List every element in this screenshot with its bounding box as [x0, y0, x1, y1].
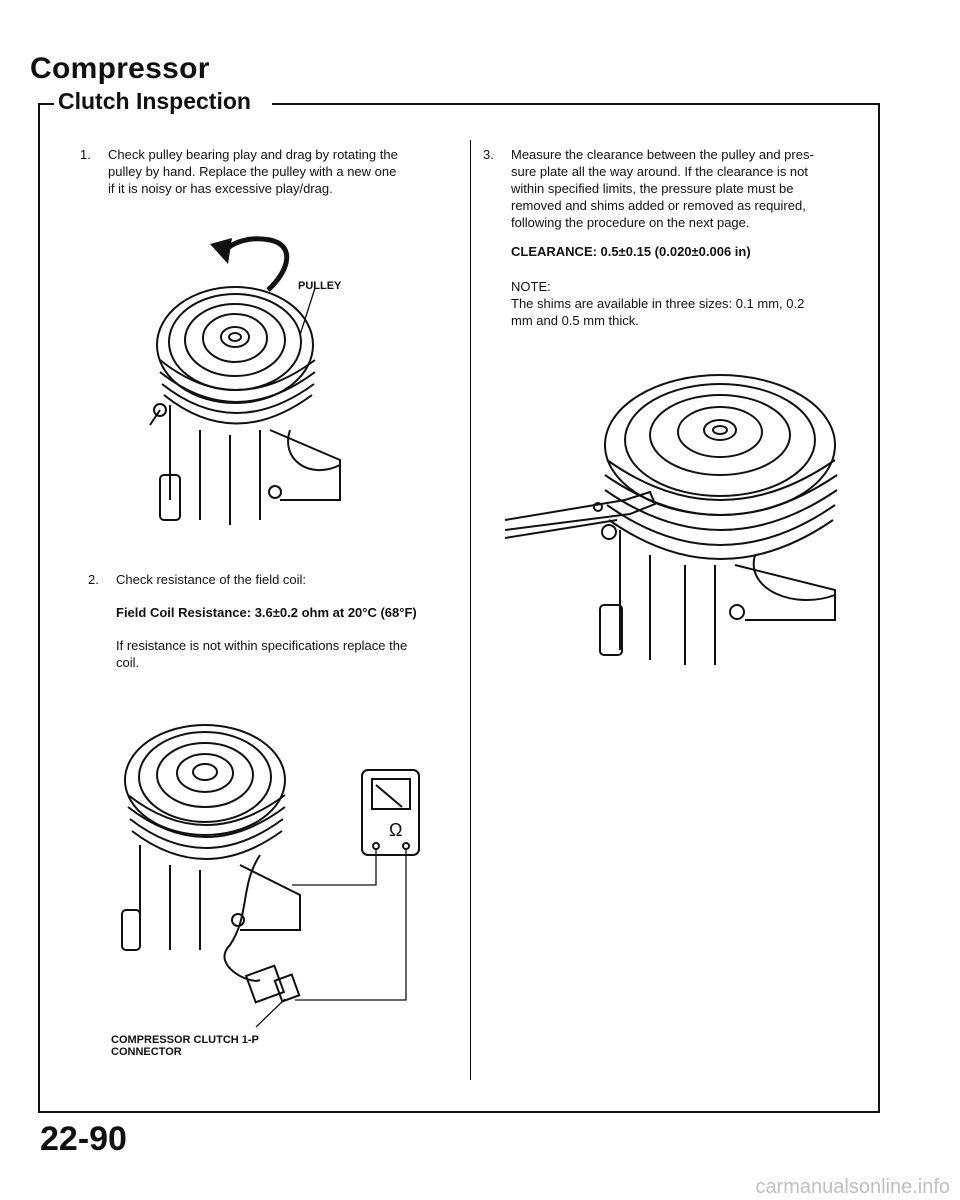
step-1-line: if it is noisy or has excessive play/drag. [108, 181, 333, 196]
frame-top-right [272, 103, 880, 105]
step-2-text: Check resistance of the field coil: [116, 572, 307, 587]
note-title: NOTE: [511, 279, 551, 294]
page-number: 22-90 [40, 1120, 127, 1158]
ohm-symbol: Ω [389, 820, 403, 840]
step-3-line: removed and shims added or removed as required, [511, 198, 806, 213]
step-number: 2. [88, 572, 99, 587]
step-1-line: pulley by hand. Replace the pulley with a new one [108, 164, 397, 179]
step-3-line: within specified limits, the pressure plate must be [511, 181, 794, 196]
frame-left [38, 103, 40, 1113]
frame-bottom [38, 1111, 880, 1113]
step-number: 1. [80, 147, 91, 162]
pulley-illustration [140, 230, 400, 530]
section-title: Clutch Inspection [58, 88, 251, 114]
step-number: 3. [483, 147, 494, 162]
watermark: carmanualsonline.info [755, 1176, 950, 1198]
clearance-spec: CLEARANCE: 0.5±0.15 (0.020±0.006 in) [511, 244, 751, 259]
column-divider [470, 140, 471, 1080]
connector-label [111, 1034, 259, 1058]
connector-label-line: CONNECTOR [111, 1046, 182, 1058]
step-1-line: Check pulley bearing play and drag by rotating the [108, 147, 398, 162]
step-2-note-line: coil. [116, 655, 140, 670]
ohmmeter-test-illustration [110, 715, 450, 1045]
note [511, 278, 871, 329]
page-title: Compressor [30, 52, 210, 85]
step-3-line: Measure the clearance between the pulley and pres- [511, 147, 814, 162]
step-3-line: following the procedure on the next page. [511, 215, 750, 230]
connector-label-line: COMPRESSOR CLUTCH 1-P [111, 1034, 259, 1046]
pulley-label: PULLEY [298, 280, 342, 292]
feeler-gauge-illustration [505, 380, 865, 680]
step-2-note [116, 637, 461, 671]
note-line: The shims are available in three sizes: 0.1 mm, 0.2 [511, 296, 805, 311]
field-coil-spec: Field Coil Resistance: 3.6±0.2 ohm at 20°C (68°F) [116, 605, 417, 620]
frame-right [878, 103, 880, 1113]
step-3-line: sure plate all the way around. If the clearance is not [511, 164, 809, 179]
frame-top-left [38, 103, 54, 105]
step-2-note-line: If resistance is not within specifications replace the [116, 638, 408, 653]
note-line: mm and 0.5 mm thick. [511, 313, 639, 328]
